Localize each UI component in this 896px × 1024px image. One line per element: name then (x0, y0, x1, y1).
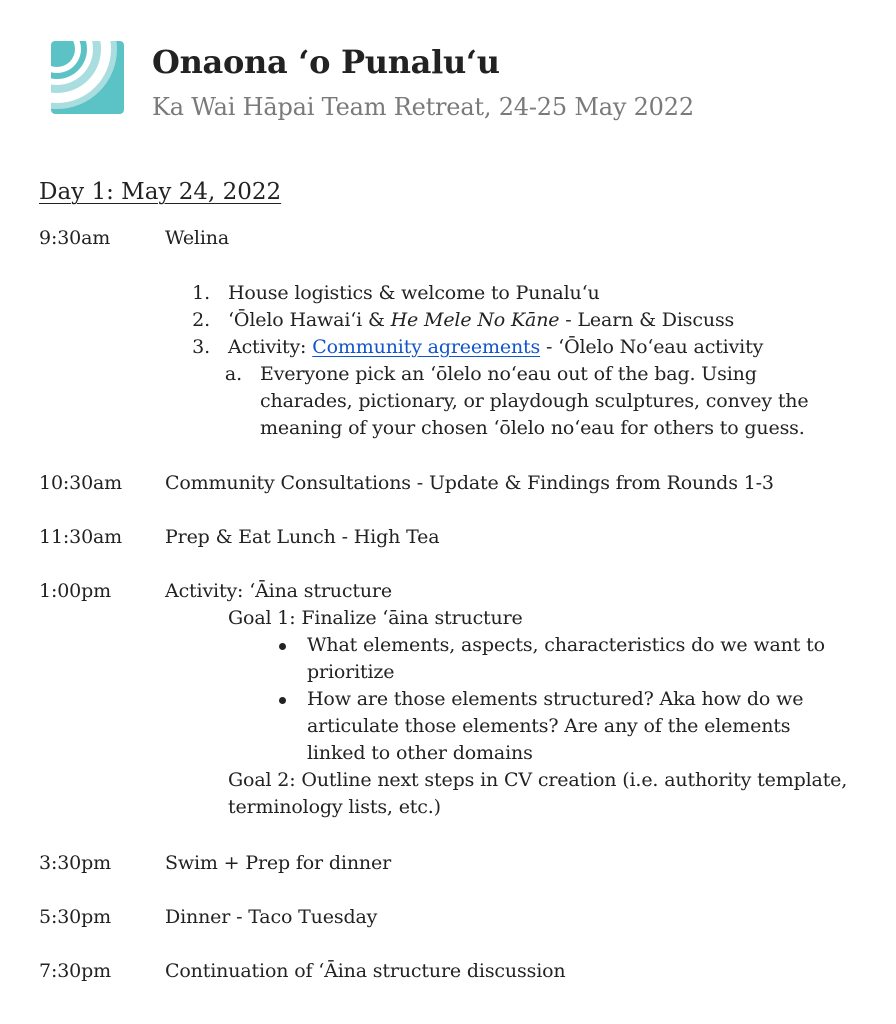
event-welina: Welina (165, 227, 230, 249)
bullet-icon (279, 643, 286, 650)
list-item (228, 307, 734, 334)
list-number: 3. (192, 336, 210, 358)
time-lunch: 11:30am (39, 526, 123, 548)
time-continuation: 7:30pm (39, 960, 111, 982)
bullet-line: What elements, aspects, characteristics do we want to (307, 634, 825, 656)
logo-icon (51, 41, 124, 114)
document-subtitle: Ka Wai Hāpai Team Retreat, 24-25 May 2022 (152, 93, 694, 121)
list-item: House logistics & welcome to Punaluʻu (228, 282, 600, 304)
bullet-icon (279, 697, 286, 704)
document-title: Onaona ʻo Punaluʻu (152, 43, 500, 81)
bullet-line: prioritize (307, 661, 395, 683)
list-number: 1. (192, 282, 210, 304)
bullet-line: linked to other domains (307, 742, 533, 764)
list-item-text: Activity: (228, 336, 313, 358)
list-item-text: ʻŌlelo Hawaiʻi & (228, 309, 391, 331)
time-swim: 3:30pm (39, 852, 111, 874)
time-aina: 1:00pm (39, 580, 111, 602)
time-dinner: 5:30pm (39, 906, 111, 928)
list-item-text: - ʻŌlelo Noʻeau activity (540, 336, 764, 358)
sub-item-line: Everyone pick an ʻōlelo noʻeau out of the bag. Using (260, 363, 757, 385)
community-agreements-link[interactable]: Community agreements (312, 336, 541, 358)
list-letter: a. (224, 363, 242, 385)
bullet-line: How are those elements structured? Aka how do we (307, 688, 804, 710)
goal-2-continued: terminology lists, etc.) (228, 796, 441, 818)
time-consultations: 10:30am (39, 472, 123, 494)
list-item-text: - Learn & Discuss (559, 309, 735, 331)
time-welina: 9:30am (39, 227, 111, 249)
event-aina: Activity: ʻĀina structure (165, 580, 392, 602)
song-title: He Mele No Kāne (390, 309, 560, 331)
event-continuation: Continuation of ʻĀina structure discussion (165, 960, 566, 982)
day-heading: Day 1: May 24, 2022 (39, 179, 282, 205)
event-lunch: Prep & Eat Lunch - High Tea (165, 526, 440, 548)
goal-1: Goal 1: Finalize ʻāina structure (228, 607, 523, 629)
goal-2: Goal 2: Outline next steps in CV creation (i.e. authority template, (228, 769, 848, 791)
event-dinner: Dinner - Taco Tuesday (165, 906, 378, 928)
sub-item-line: charades, pictionary, or playdough sculptures, convey the (260, 390, 809, 412)
list-item (228, 334, 763, 361)
list-number: 2. (192, 309, 210, 331)
bullet-line: articulate those elements? Are any of the elements (307, 715, 791, 737)
event-swim: Swim + Prep for dinner (165, 852, 392, 874)
event-consultations: Community Consultations - Update & Findings from Rounds 1-3 (165, 472, 774, 494)
sub-item-line: meaning of your chosen ʻōlelo noʻeau for others to guess. (260, 417, 805, 439)
